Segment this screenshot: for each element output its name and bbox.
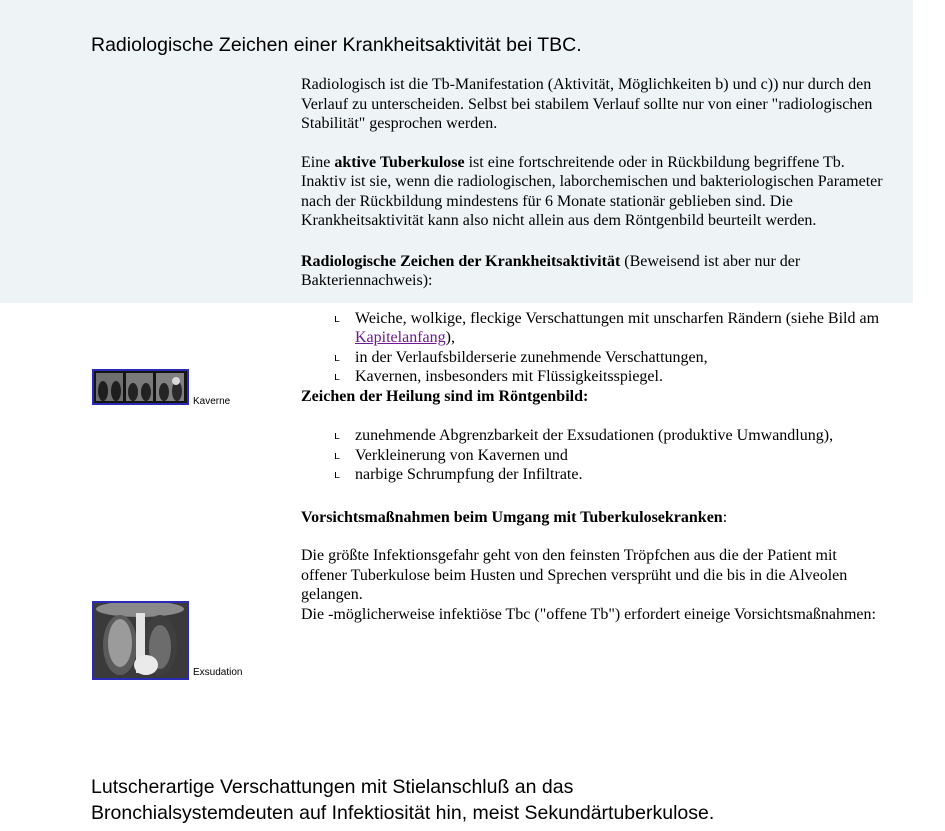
intro-paragraph: Radiologisch ist die Tb-Manifestation (Aktivität, Möglichkeiten b) und c)) nur durch den Verlauf zu unterscheiden. Selbst bei stabilem Verlauf sollte nur von einer "radiologischen Stabilität" gesprochen werden.: [301, 76, 873, 132]
item-text: narbige Schrumpfung der Infiltrate.: [355, 466, 583, 483]
item-text: in der Verlaufsbilderserie zunehmende Verschattungen,: [355, 348, 708, 366]
item-text: Weiche, wolkige, fleckige Verschattungen mit unscharfen Rändern (siehe Bild am: [355, 309, 880, 327]
kaverne-xray-image: [94, 371, 187, 403]
activity-signs-list: [301, 309, 886, 387]
bullet-icon: ʟ: [334, 429, 340, 442]
kaverne-caption: Kaverne: [193, 396, 231, 407]
item-text: Kavernen, insbesonders mit Flüssigkeitsspiegel.: [355, 368, 663, 385]
list-item: [334, 309, 886, 348]
bottom-caption: [91, 774, 921, 826]
chapter-start-link[interactable]: Kapitelanfang: [355, 329, 446, 346]
healing-signs-list: [301, 426, 886, 485]
exsudation-caption: Exsudation: [193, 667, 243, 678]
precaution-heading: [301, 508, 886, 528]
exsudation-thumbnail[interactable]: [92, 601, 189, 680]
bullet-icon: ʟ: [334, 468, 340, 481]
item-text: zunehmende Abgrenzbarkeit der Exsudationen (produktive Umwandlung),: [355, 427, 834, 444]
active-tb-term: aktive Tuberkulose: [334, 153, 465, 171]
precaution-colon: :: [722, 508, 728, 526]
list-item: [334, 446, 886, 466]
bullet-icon: ʟ: [334, 370, 340, 383]
active-tb-paragraph: [301, 153, 886, 231]
item-text: Verkleinerung von Kavernen und: [355, 446, 568, 464]
active-post: ist eine fortschreitende oder in Rückbildung begriffene Tb. Inaktiv ist sie, wenn die radiologischen, laborchemischen und bakteriologischen Parameter nach der Rückbildung mindestens für 6 Monate stationär geblieben sind. Die Krankheitsaktivität kann also nicht allein aus dem Röntgenbild beurteilt werden.: [301, 153, 883, 229]
list-item: [334, 426, 886, 446]
precaution-paragraph: [301, 546, 886, 624]
activity-signs-heading: Radiologische Zeichen der Krankheitsaktivität: [301, 252, 621, 270]
list-item: [334, 348, 886, 368]
document-text: [301, 75, 886, 624]
precaution-text-2: Die -möglicherweise infektiöse Tbc ("offene Tb") erfordert eineige Vorsichtsmaßnahmen:: [301, 605, 876, 623]
active-pre: Eine: [301, 153, 335, 171]
precaution-text-1: Die größte Infektionsgefahr geht von den feinsten Tröpfchen aus die der Patient mit offener Tuberkulose beim Husten und Sprechen versprüht und die bis in die Alveolen gelangen.: [301, 547, 848, 603]
healing-signs-heading: Zeichen der Heilung sind im Röntgenbild:: [301, 387, 589, 405]
bullet-icon: ʟ: [334, 311, 340, 325]
caption-line-1: Lutscherartige Verschattungen mit Stielanschluß an das: [91, 776, 574, 798]
precaution-heading-text: Vorsichtsmaßnahmen beim Umgang mit Tuberkulosekranken: [301, 508, 723, 526]
bullet-icon: ʟ: [334, 448, 340, 462]
caption-line-2: Bronchialsystemdeuten auf Infektiosität hin, meist Sekundärtuberkulose.: [91, 802, 715, 824]
list-item: [334, 465, 886, 485]
slide-title: Radiologische Zeichen einer Krankheitsaktivität bei TBC.: [91, 34, 582, 56]
item-text-end: ),: [445, 329, 455, 346]
kaverne-thumbnail[interactable]: [92, 369, 189, 405]
exsudation-xray-image: [94, 603, 187, 678]
activity-signs-note: (Beweisend ist aber nur der Bakteriennachweis):: [301, 252, 801, 289]
activity-signs-intro: [301, 252, 886, 291]
bullet-icon: ʟ: [334, 350, 340, 364]
list-item: [334, 367, 886, 387]
